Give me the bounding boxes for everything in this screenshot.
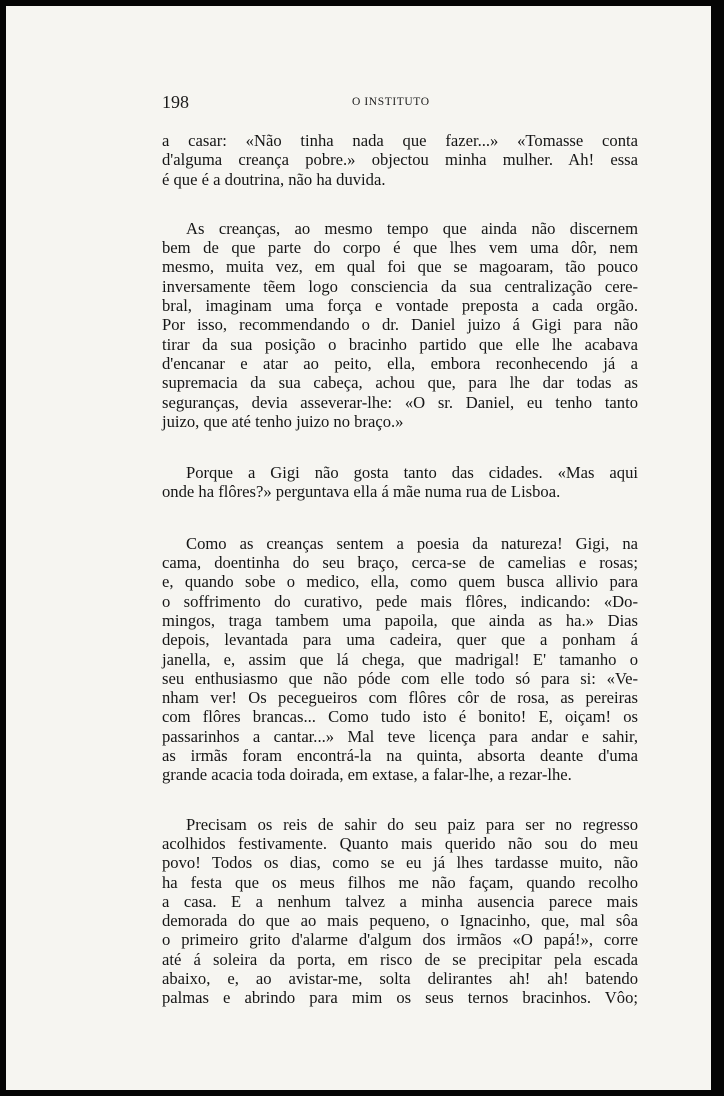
text-line: as irmãs foram encontrá-la na quinta, absorta deante d'uma — [162, 746, 638, 766]
text-line: Por isso, recommendando o dr. Daniel juizo á Gigi para não — [162, 315, 638, 335]
text-line: cama, doentinha do seu braço, cerca-se de camelias e rosas; — [162, 553, 638, 573]
text-line: palmas e abrindo para mim os seus ternos bracinhos. Vôo; — [162, 988, 638, 1008]
text-line: janella, e, assim que lá chega, que madrigal! E' tamanho o — [162, 649, 638, 669]
scan-border-right — [711, 0, 724, 1096]
text-line: demorada do que ao mais pequeno, o Ignacinho, que, mal sôa — [162, 911, 638, 931]
text-line: bem de que parte do corpo é que lhes vem uma dôr, nem — [162, 238, 638, 258]
text-line: ha festa que os meus filhos me não façam, quando recolho — [162, 872, 638, 892]
text-line: bral, imaginam uma força e vontade preposta a cada orgão. — [162, 296, 638, 316]
text-line: supremacia da sua cabeça, achou que, para lhe dar todas as — [162, 373, 638, 393]
text-line: acolhidos festivamente. Quanto mais querido não sou do meu — [162, 833, 638, 853]
text-line: povo! Todos os dias, como se eu já lhes tardasse muito, não — [162, 853, 638, 873]
text-line: grande acacia toda doirada, em extase, a falar-lhe, a rezar-lhe. — [162, 765, 572, 785]
page-header — [162, 92, 638, 116]
text-line: e, quando sobe o medico, ella, como quem busca allivio para — [162, 572, 638, 592]
paragraph-5 — [162, 815, 638, 1008]
text-line: com flôres brancas... Como tudo isto é bonito! E, oiçam! os — [162, 707, 638, 727]
paragraph-2 — [162, 219, 638, 431]
text-line: Porque a Gigi não gosta tanto das cidades. «Mas aqui — [186, 463, 638, 483]
text-line: depois, levantada para uma cadeira, quer que a ponham á — [162, 630, 638, 650]
paragraph-3 — [162, 463, 638, 502]
text-line: abaixo, e, ao avistar-me, solta delirantes ah! ah! batendo — [162, 968, 638, 988]
text-line: Precisam os reis de sahir do seu paiz para ser no regresso — [186, 814, 638, 834]
text-line: inversamente tẽem logo consciencia da sua centralização cere- — [162, 276, 638, 296]
text-line: mingos, traga tambem uma papoila, que ainda as ha.» Dias — [162, 610, 638, 630]
text-line: juizo, que até tenho juizo no braço.» — [162, 411, 404, 431]
text-line: é que é a doutrina, não ha duvida. — [162, 169, 386, 189]
text-line: onde ha flôres?» perguntava ella á mãe numa rua de Lisboa. — [162, 482, 561, 502]
text-line: tirar da sua posição o bracinho partido que elle lhe acabava — [162, 334, 638, 354]
page-body — [162, 128, 638, 1008]
text-line: nham ver! Os pecegueiros com flôres côr de rosa, as pereiras — [162, 688, 638, 708]
text-line: Como as creanças sentem a poesia da natureza! Gigi, na — [186, 533, 638, 553]
paragraph-1 — [162, 131, 638, 189]
scan-border-bottom — [0, 1090, 724, 1096]
text-line: d'alguma creança pobre.» objectou minha mulher. Ah! essa — [162, 150, 638, 170]
text-line: seu enthusiasmo que não póde com elle todo só para si: «Ve- — [162, 668, 638, 688]
text-line: até á soleira da porta, em risco de se precipitar pela escada — [162, 949, 638, 969]
page-number: 198 — [162, 92, 189, 112]
text-line: a casa. E a nenhum talvez a minha ausencia parece mais — [162, 891, 638, 911]
text-line: passarinhos a cantar...» Mal teve licença para andar e sahir, — [162, 726, 638, 746]
text-line: a casar: «Não tinha nada que fazer...» «Tomasse conta — [162, 131, 638, 150]
text-line: o soffrimento do curativo, pede mais flôres, indicando: «Do- — [162, 591, 638, 611]
text-line: seguranças, devia asseverar-lhe: «O sr. Daniel, eu tenho tanto — [162, 392, 638, 412]
paragraph-4 — [162, 534, 638, 785]
text-line: o primeiro grito d'alarme d'algum dos irmãos «O papá!», corre — [162, 930, 638, 950]
text-line: d'encanar e atar ao peito, ella, embora reconhecendo já a — [162, 353, 638, 373]
running-title: O INSTITUTO — [352, 96, 430, 108]
text-line: As creanças, ao mesmo tempo que ainda não discernem — [186, 218, 638, 238]
text-line: mesmo, muita vez, em qual foi que se magoaram, tão pouco — [162, 257, 638, 277]
